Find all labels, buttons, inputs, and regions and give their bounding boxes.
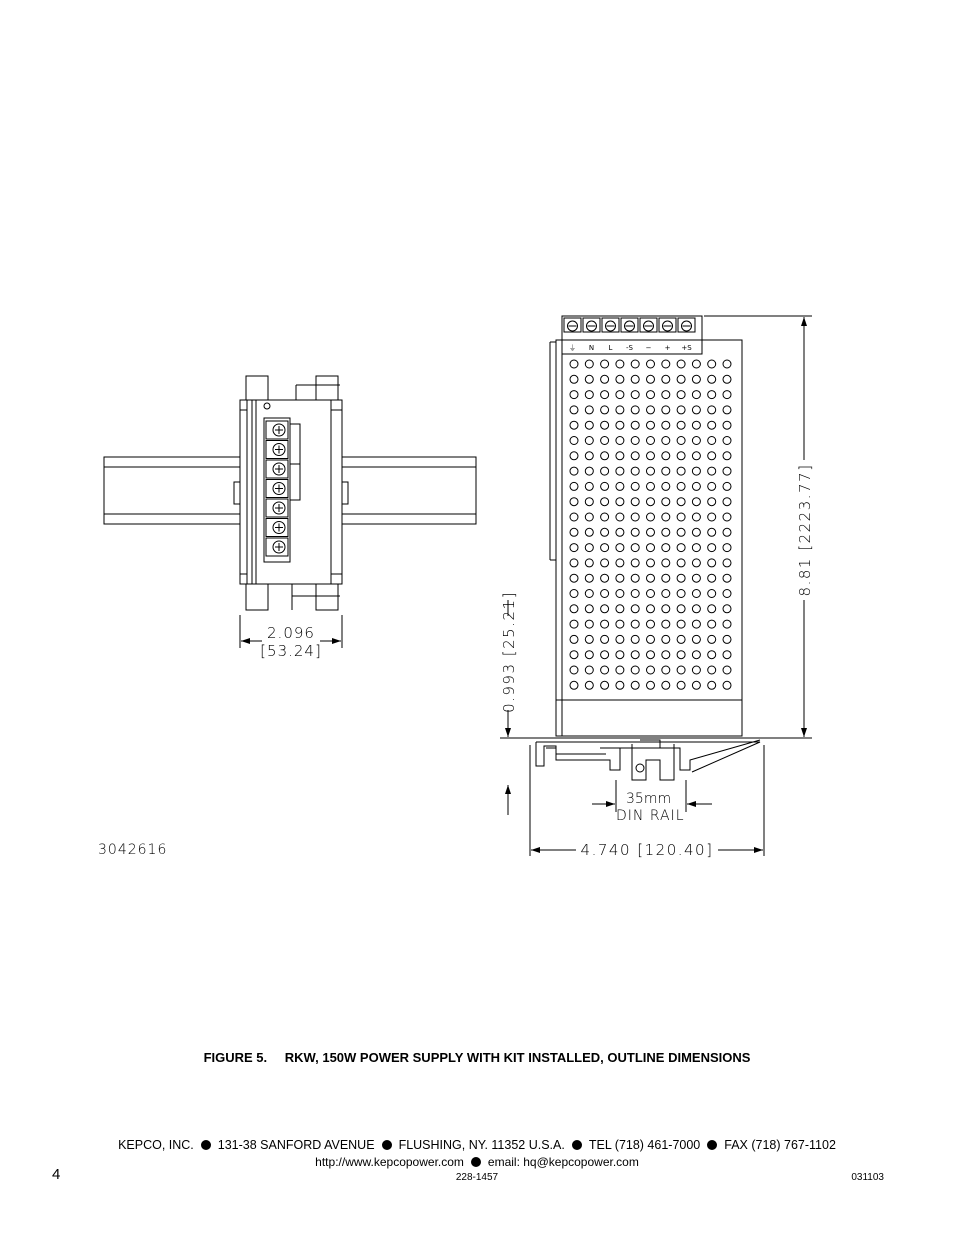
vent-hole xyxy=(585,605,593,613)
vent-hole xyxy=(723,559,731,567)
vent-hole xyxy=(616,574,624,582)
vent-hole xyxy=(692,513,700,521)
bullet-icon xyxy=(201,1140,211,1150)
vent-hole xyxy=(570,467,578,475)
vent-hole xyxy=(692,375,700,383)
footer-contact xyxy=(0,1138,954,1152)
vent-hole xyxy=(647,421,655,429)
vent-hole xyxy=(723,375,731,383)
terminal-cell xyxy=(564,318,581,332)
vent-hole xyxy=(662,590,670,598)
vent-hole xyxy=(616,559,624,567)
vent-hole xyxy=(585,482,593,490)
vent-hole xyxy=(601,375,609,383)
vent-hole xyxy=(631,467,639,475)
vent-hole xyxy=(692,391,700,399)
vent-hole xyxy=(692,651,700,659)
end-view xyxy=(104,376,476,610)
vent-hole xyxy=(677,590,685,598)
vent-hole xyxy=(585,574,593,582)
terminal-cell xyxy=(659,318,676,332)
vent-hole xyxy=(631,421,639,429)
vent-hole xyxy=(647,620,655,628)
doc-number: 228-1457 xyxy=(455,1172,499,1183)
terminal-label: +S xyxy=(681,344,692,352)
vent-hole xyxy=(585,391,593,399)
vent-hole xyxy=(677,360,685,368)
vent-hole xyxy=(662,452,670,460)
vent-hole xyxy=(616,544,624,552)
vent-hole xyxy=(662,437,670,445)
vent-hole xyxy=(616,681,624,689)
terminal-label: L xyxy=(608,344,613,352)
vent-hole xyxy=(616,666,624,674)
drawing-number: 3042616 xyxy=(98,842,168,858)
vent-hole xyxy=(616,452,624,460)
vent-hole xyxy=(631,605,639,613)
vent-hole xyxy=(692,528,700,536)
vent-hole xyxy=(662,559,670,567)
vent-hole xyxy=(677,605,685,613)
vent-hole xyxy=(647,482,655,490)
vent-hole xyxy=(692,605,700,613)
vent-hole xyxy=(723,513,731,521)
vent-hole xyxy=(585,544,593,552)
vent-hole xyxy=(647,406,655,414)
vent-hole xyxy=(601,482,609,490)
vent-hole xyxy=(601,437,609,445)
vent-hole xyxy=(662,651,670,659)
vent-hole xyxy=(708,574,716,582)
vent-hole xyxy=(601,574,609,582)
vent-hole xyxy=(662,528,670,536)
vent-hole xyxy=(616,651,624,659)
vent-hole xyxy=(692,360,700,368)
vent-hole xyxy=(570,544,578,552)
vent-hole xyxy=(570,513,578,521)
vent-hole xyxy=(601,452,609,460)
vent-hole xyxy=(570,406,578,414)
vent-hole xyxy=(662,406,670,414)
vent-hole xyxy=(708,391,716,399)
vent-hole xyxy=(585,559,593,567)
vent-hole xyxy=(723,620,731,628)
footer-website[interactable]: http://www.kepcopower.com xyxy=(315,1155,464,1169)
vent-hole xyxy=(692,482,700,490)
vent-hole xyxy=(616,528,624,536)
rail-height-dim-label: 0.993 [25.21] xyxy=(500,591,518,713)
vent-hole xyxy=(692,590,700,598)
bullet-icon xyxy=(707,1140,717,1150)
height-dim-label: 8.81 [2223.77] xyxy=(796,463,814,597)
terminal-cell xyxy=(678,318,695,332)
vent-hole xyxy=(616,375,624,383)
vent-hole xyxy=(601,590,609,598)
vent-hole xyxy=(692,421,700,429)
vent-hole xyxy=(647,605,655,613)
vent-hole xyxy=(631,391,639,399)
vent-hole xyxy=(647,666,655,674)
vent-hole xyxy=(631,681,639,689)
footer-address: 131-38 SANFORD AVENUE xyxy=(217,1138,375,1152)
vent-hole xyxy=(631,528,639,536)
vent-hole xyxy=(570,360,578,368)
terminal-cell xyxy=(621,318,638,332)
vent-hole xyxy=(662,513,670,521)
vent-hole xyxy=(647,559,655,567)
vent-hole xyxy=(631,559,639,567)
vent-hole xyxy=(601,467,609,475)
vent-hole xyxy=(585,620,593,628)
vent-hole xyxy=(631,651,639,659)
vent-hole xyxy=(692,681,700,689)
side-view xyxy=(528,316,770,780)
footer-web xyxy=(0,1155,954,1169)
unit-body-end xyxy=(240,400,342,584)
rail-label-top: 35mm xyxy=(626,791,672,807)
vent-hole xyxy=(570,528,578,536)
vent-hole xyxy=(708,651,716,659)
vent-hole xyxy=(723,452,731,460)
vent-hole xyxy=(631,574,639,582)
vent-hole xyxy=(692,406,700,414)
footer-city: FLUSHING, NY. 11352 U.S.A. xyxy=(398,1138,565,1152)
vent-hole xyxy=(585,513,593,521)
vent-hole xyxy=(616,437,624,445)
vent-hole xyxy=(585,528,593,536)
vent-hole xyxy=(631,437,639,445)
vent-hole xyxy=(585,635,593,643)
vent-hole xyxy=(677,513,685,521)
vent-hole xyxy=(677,666,685,674)
vent-hole xyxy=(585,498,593,506)
vent-hole xyxy=(631,635,639,643)
vent-hole xyxy=(692,666,700,674)
depth-dim-label: 4.740 [120.40] xyxy=(580,841,714,859)
vent-hole xyxy=(631,375,639,383)
vent-hole xyxy=(708,681,716,689)
vent-hole xyxy=(677,467,685,475)
vent-hole xyxy=(662,467,670,475)
vent-hole xyxy=(677,574,685,582)
vent-hole xyxy=(601,421,609,429)
vent-hole xyxy=(601,528,609,536)
vent-hole xyxy=(708,437,716,445)
vent-hole xyxy=(647,437,655,445)
vent-hole xyxy=(616,421,624,429)
terminal-cell xyxy=(583,318,600,332)
vent-hole xyxy=(601,360,609,368)
vent-hole xyxy=(585,452,593,460)
bullet-icon xyxy=(471,1157,481,1167)
vent-hole xyxy=(677,544,685,552)
page-number: 4 xyxy=(52,1166,61,1183)
vent-hole xyxy=(647,635,655,643)
vent-hole xyxy=(708,406,716,414)
vent-hole xyxy=(616,498,624,506)
terminal-cell xyxy=(640,318,657,332)
vent-hole xyxy=(570,666,578,674)
vent-hole xyxy=(662,666,670,674)
vent-hole xyxy=(708,421,716,429)
vent-hole xyxy=(631,513,639,521)
terminal-label: ⏚ xyxy=(569,344,576,352)
vent-hole xyxy=(601,635,609,643)
bullet-icon xyxy=(572,1140,582,1150)
figure-number: FIGURE 5. xyxy=(203,1050,268,1065)
vent-hole xyxy=(570,482,578,490)
vent-hole xyxy=(601,498,609,506)
vent-hole xyxy=(585,406,593,414)
vent-hole xyxy=(616,391,624,399)
vent-hole xyxy=(647,574,655,582)
vent-hole xyxy=(692,498,700,506)
vent-hole xyxy=(723,590,731,598)
terminal-cell xyxy=(602,318,619,332)
vent-hole xyxy=(585,437,593,445)
vent-hole xyxy=(692,544,700,552)
vent-hole xyxy=(677,391,685,399)
vent-hole xyxy=(662,681,670,689)
vent-hole xyxy=(570,452,578,460)
vent-hole xyxy=(723,391,731,399)
vent-hole xyxy=(647,513,655,521)
vent-hole xyxy=(692,437,700,445)
vent-hole xyxy=(723,360,731,368)
vent-hole xyxy=(616,635,624,643)
vent-hole xyxy=(647,651,655,659)
vent-hole xyxy=(708,482,716,490)
vent-hole xyxy=(570,375,578,383)
vent-hole xyxy=(723,666,731,674)
vent-hole xyxy=(723,437,731,445)
vent-hole xyxy=(647,590,655,598)
vent-hole xyxy=(631,590,639,598)
vent-hole xyxy=(570,681,578,689)
vent-hole xyxy=(601,391,609,399)
vent-hole xyxy=(692,574,700,582)
vent-hole xyxy=(601,544,609,552)
footer-company: KEPCO, INC. xyxy=(118,1138,194,1152)
vent-hole xyxy=(677,498,685,506)
figure-title: RKW, 150W POWER SUPPLY WITH KIT INSTALLED, OUTLINE DIMENSIONS xyxy=(284,1050,751,1065)
vent-hole xyxy=(585,467,593,475)
vent-hole xyxy=(662,482,670,490)
vent-hole xyxy=(585,360,593,368)
vent-hole xyxy=(631,544,639,552)
vent-hole xyxy=(662,360,670,368)
vent-hole xyxy=(570,391,578,399)
vent-hole xyxy=(723,467,731,475)
footer-email[interactable]: email: hq@kepcopower.com xyxy=(487,1155,639,1169)
vent-hole xyxy=(662,605,670,613)
vent-hole xyxy=(647,528,655,536)
vent-hole xyxy=(631,360,639,368)
vent-hole xyxy=(662,375,670,383)
vent-hole xyxy=(601,513,609,521)
terminal-label: -S xyxy=(626,344,633,352)
vent-hole xyxy=(677,421,685,429)
vent-hole xyxy=(662,544,670,552)
vent-hole xyxy=(570,421,578,429)
vent-hole xyxy=(570,620,578,628)
vent-hole xyxy=(631,620,639,628)
vent-hole xyxy=(723,544,731,552)
vent-hole xyxy=(677,406,685,414)
vent-hole xyxy=(723,421,731,429)
vent-hole xyxy=(692,635,700,643)
vent-hole xyxy=(570,651,578,659)
vent-hole xyxy=(677,651,685,659)
date-code: 031103 xyxy=(851,1172,884,1183)
terminal-label: − xyxy=(645,344,652,352)
ventilation-holes xyxy=(570,360,731,689)
vent-hole xyxy=(708,467,716,475)
vent-hole xyxy=(708,375,716,383)
vent-hole xyxy=(585,590,593,598)
vent-hole xyxy=(662,574,670,582)
vent-hole xyxy=(677,452,685,460)
vent-hole xyxy=(647,544,655,552)
vent-hole xyxy=(616,513,624,521)
vent-hole xyxy=(647,391,655,399)
vent-hole xyxy=(723,528,731,536)
terminal-label: + xyxy=(664,344,671,352)
vent-hole xyxy=(662,391,670,399)
vent-hole xyxy=(708,635,716,643)
vent-hole xyxy=(677,375,685,383)
width-dim-label: 2.096 xyxy=(267,624,315,642)
vent-hole xyxy=(570,498,578,506)
vent-hole xyxy=(585,421,593,429)
vent-hole xyxy=(616,605,624,613)
vent-hole xyxy=(708,452,716,460)
vent-hole xyxy=(708,605,716,613)
vent-hole xyxy=(723,482,731,490)
vent-hole xyxy=(708,360,716,368)
vent-hole xyxy=(631,452,639,460)
vent-hole xyxy=(585,651,593,659)
vent-hole xyxy=(631,666,639,674)
vent-hole xyxy=(677,681,685,689)
vent-hole xyxy=(647,360,655,368)
vent-hole xyxy=(601,681,609,689)
vent-hole xyxy=(585,681,593,689)
vent-hole xyxy=(692,559,700,567)
rail-label-bottom: DIN RAIL xyxy=(616,808,685,824)
vent-hole xyxy=(647,452,655,460)
vent-hole xyxy=(692,620,700,628)
vent-hole xyxy=(647,375,655,383)
vent-hole xyxy=(708,544,716,552)
vent-hole xyxy=(647,681,655,689)
vent-hole xyxy=(616,590,624,598)
vent-hole xyxy=(723,406,731,414)
vent-hole xyxy=(616,620,624,628)
vent-hole xyxy=(631,406,639,414)
vent-hole xyxy=(647,467,655,475)
vent-hole xyxy=(601,605,609,613)
vent-hole xyxy=(631,482,639,490)
vent-hole xyxy=(723,651,731,659)
vent-hole xyxy=(708,498,716,506)
vent-hole xyxy=(708,559,716,567)
vent-hole xyxy=(723,498,731,506)
vent-hole xyxy=(570,635,578,643)
vent-hole xyxy=(723,635,731,643)
vent-hole xyxy=(708,528,716,536)
vent-hole xyxy=(723,681,731,689)
width-dim-mm-label: [53.24] xyxy=(260,642,322,660)
vent-hole xyxy=(723,605,731,613)
vent-hole xyxy=(570,605,578,613)
vent-hole xyxy=(662,635,670,643)
vent-hole xyxy=(570,574,578,582)
vent-hole xyxy=(631,498,639,506)
vent-hole xyxy=(662,620,670,628)
bullet-icon xyxy=(382,1140,392,1150)
vent-hole xyxy=(708,666,716,674)
vent-hole xyxy=(708,620,716,628)
vent-hole xyxy=(677,528,685,536)
figure-caption xyxy=(0,1050,954,1065)
vent-hole xyxy=(692,467,700,475)
vent-hole xyxy=(601,559,609,567)
footer-tel: TEL (718) 461-7000 xyxy=(588,1138,701,1152)
footer-fax: FAX (718) 767-1102 xyxy=(724,1138,836,1152)
vent-hole xyxy=(616,467,624,475)
vent-hole xyxy=(708,590,716,598)
vent-hole xyxy=(601,406,609,414)
vent-hole xyxy=(662,421,670,429)
vent-hole xyxy=(601,620,609,628)
vent-hole xyxy=(616,406,624,414)
vent-hole xyxy=(677,559,685,567)
vent-hole xyxy=(601,651,609,659)
vent-hole xyxy=(616,360,624,368)
vent-hole xyxy=(723,574,731,582)
vent-hole xyxy=(616,482,624,490)
vent-hole xyxy=(570,559,578,567)
vent-hole xyxy=(692,452,700,460)
vent-hole xyxy=(677,482,685,490)
vent-hole xyxy=(708,513,716,521)
vent-hole xyxy=(570,437,578,445)
vent-hole xyxy=(677,437,685,445)
vent-hole xyxy=(647,498,655,506)
vent-hole xyxy=(601,666,609,674)
vent-hole xyxy=(677,620,685,628)
vent-hole xyxy=(677,635,685,643)
vent-hole xyxy=(570,590,578,598)
vent-hole xyxy=(662,498,670,506)
vent-hole xyxy=(585,375,593,383)
terminal-label: N xyxy=(588,344,595,352)
vent-hole xyxy=(585,666,593,674)
